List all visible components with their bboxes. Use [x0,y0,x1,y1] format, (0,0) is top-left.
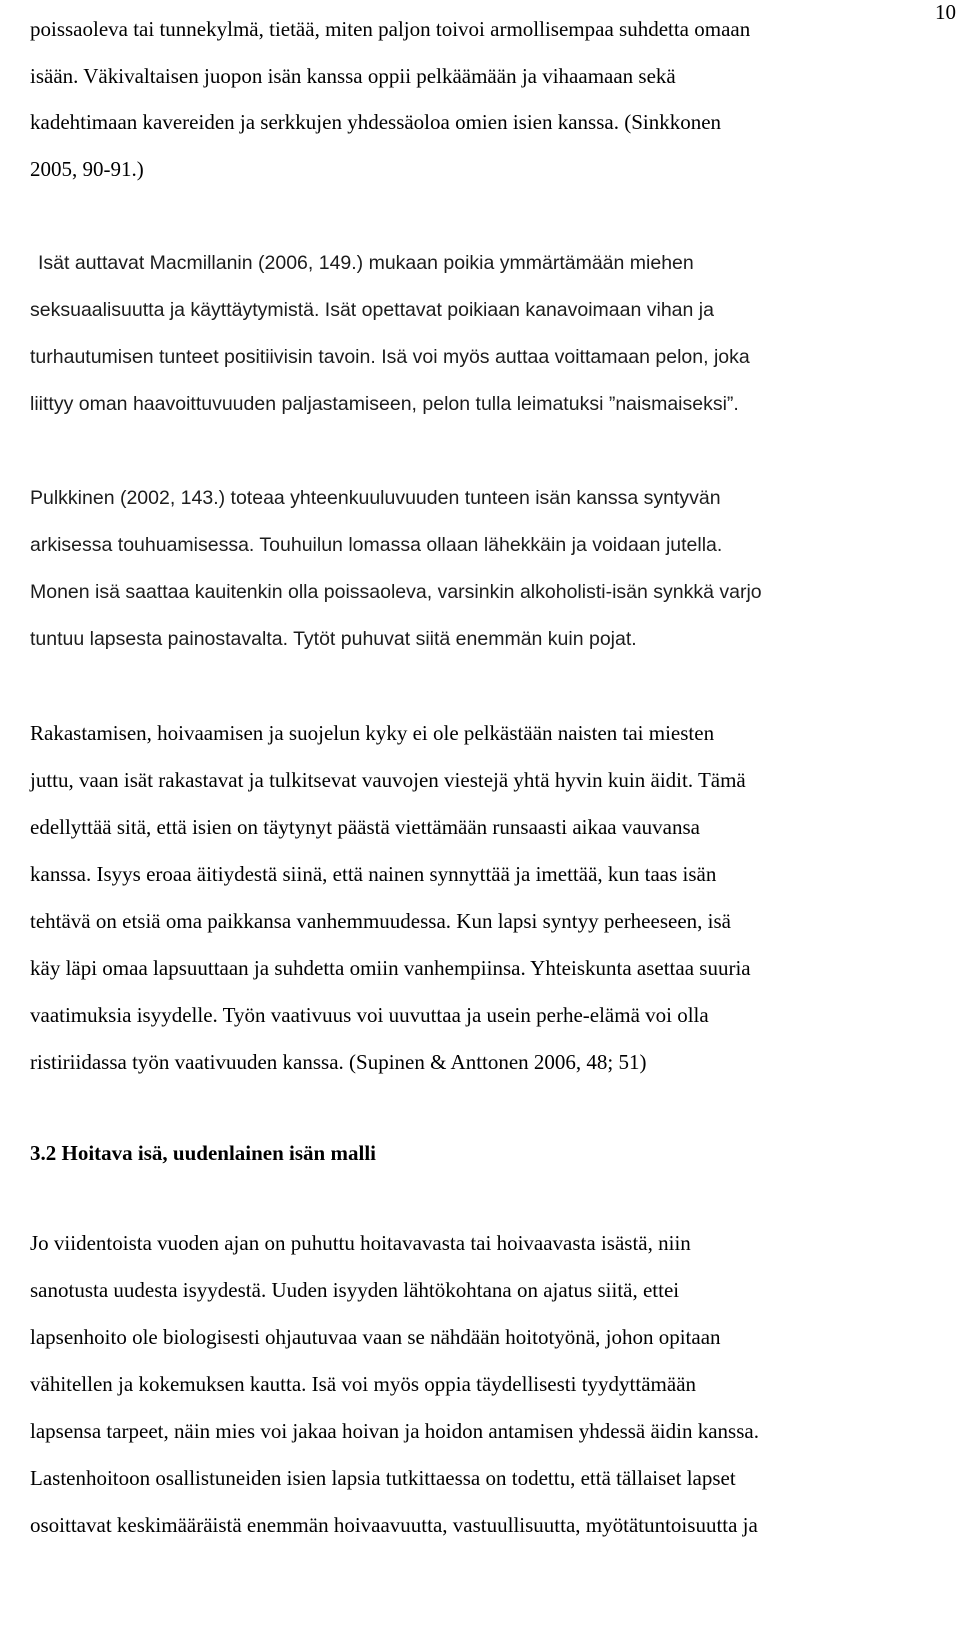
text-line: turhautumisen tunteet positiivisin tavoin. Isä voi myös auttaa voittamaan pelon, joka [30,346,750,368]
text-line: kadehtimaan kavereiden ja serkkujen yhdessäoloa omien isien kanssa. (Sinkkonen [30,110,722,134]
text-line: lapsensa tarpeet, näin mies voi jakaa hoivan ja hoidon antamisen yhdessä äidin kanssa. [30,1419,759,1443]
text-line: osoittavat keskimääräistä enemmän hoivaavuutta, vastuullisuutta, myötätuntoisuutta ja [30,1513,758,1537]
text-line: Lastenhoitoon osallistuneiden isien lapsia tutkittaessa on todettu, että tällaiset lapset [30,1466,736,1490]
text-line: edellyttää sitä, että isien on täytynyt päästä viettämään runsaasti aikaa vauvansa [30,815,701,839]
text-line: isään. Väkivaltaisen juopon isän kanssa oppii pelkäämään ja vihaamaan sekä [30,64,676,88]
text-line: 2005, 90-91.) [30,157,144,181]
text-line: ristiriidassa työn vaativuuden kanssa. (Supinen & Anttonen 2006, 48; 51) [30,1050,647,1074]
text-line: seksuaalisuutta ja käyttäytymistä. Isät opettavat poikiaan kanavoimaan vihan ja [30,299,714,321]
section-heading: 3.2 Hoitava isä, uudenlainen isän malli [30,1141,376,1165]
text-line: Rakastamisen, hoivaamisen ja suojelun kyky ei ole pelkästään naisten tai miesten [30,721,715,745]
text-line: juttu, vaan isät rakastavat ja tulkitsevat vauvojen viestejä yhtä hyvin kuin äidit. Tämä [30,768,746,792]
text-line: arkisessa touhuamisessa. Touhuilun lomassa ollaan lähekkäin ja voidaan jutella. [30,534,723,556]
text-line: lapsenhoito ole biologisesti ohjautuvaa vaan se nähdään hoitotyönä, johon opitaan [30,1325,721,1349]
text-line: kanssa. Isyys eroaa äitiydestä siinä, että nainen synnyttää ja imettää, kun taas isän [30,862,717,886]
text-line: Monen isä saattaa kauitenkin olla poissaoleva, varsinkin alkoholisti-isän synkkä varjo [30,581,762,603]
text-line: tuntuu lapsesta painostavalta. Tytöt puhuvat siitä enemmän kuin pojat. [30,628,637,650]
text-line: vaatimuksia isyydelle. Työn vaativuus voi uuvuttaa ja usein perhe-elämä voi olla [30,1003,709,1027]
text-line: Jo viidentoista vuoden ajan on puhuttu hoitavavasta tai hoivaavasta isästä, niin [30,1231,691,1255]
text-line: sanotusta uudesta isyydestä. Uuden isyyden lähtökohtana on ajatus siitä, ettei [30,1278,680,1302]
text-line: poissaoleva tai tunnekylmä, tietää, miten paljon toivoi armollisempaa suhdetta omaan [30,17,751,41]
text-line: käy läpi omaa lapsuuttaan ja suhdetta omiin vanhempiinsa. Yhteiskunta asettaa suuria [30,956,751,980]
text-line: Pulkkinen (2002, 143.) toteaa yhteenkuuluvuuden tunteen isän kanssa syntyvän [30,487,721,509]
page-number: 10 [935,0,956,24]
text-line: Isät auttavat Macmillanin (2006, 149.) mukaan poikia ymmärtämään miehen [38,252,694,274]
text-line: vähitellen ja kokemuksen kautta. Isä voi myös oppia täydellisesti tyydyttämään [30,1372,697,1396]
text-line: liittyy oman haavoittuvuuden paljastamiseen, pelon tulla leimatuksi ”naismaiseksi”. [30,393,739,415]
text-line: tehtävä on etsiä oma paikkansa vanhemmuudessa. Kun lapsi syntyy perheeseen, isä [30,909,731,933]
